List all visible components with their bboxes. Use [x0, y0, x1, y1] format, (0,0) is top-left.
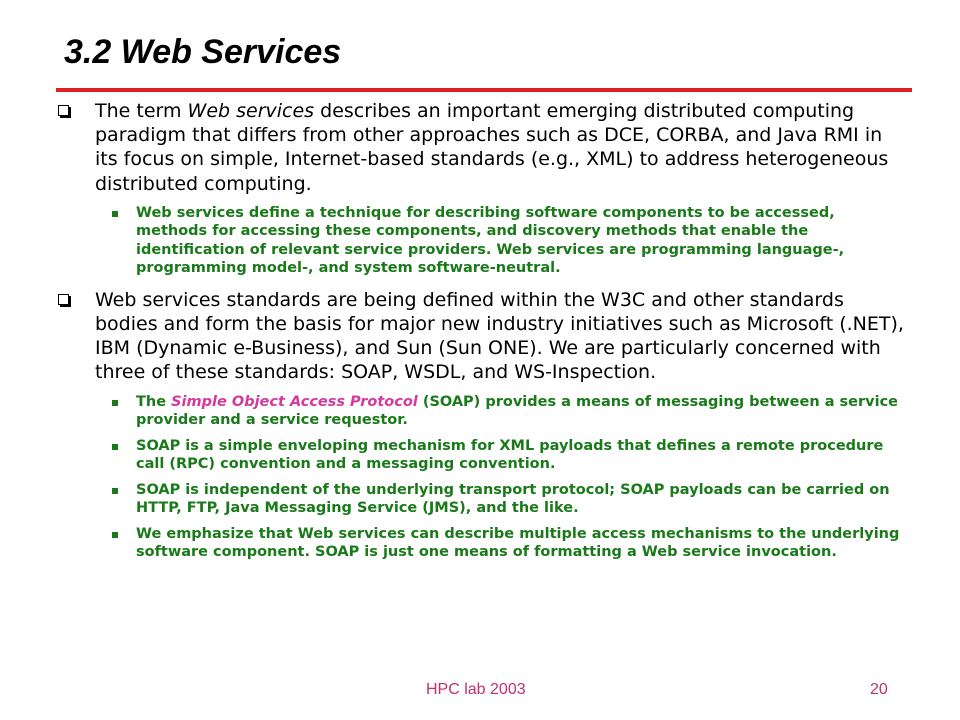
- sub-bullet-text: SOAP is independent of the underlying transport protocol; SOAP payloads can be carried on HTTP, FTP, Java Messaging Service (JMS), and the like.: [136, 481, 890, 517]
- sub-bullets-1: [52, 204, 907, 278]
- title-underline: [56, 88, 912, 92]
- sub-bullet-lead: The: [136, 393, 172, 410]
- bullet-text: Web services standards are being defined within the W3C and other standards bodies and form the basis for major new industry initiatives such as Microsoft (.NET), IBM (Dynamic e-Business), and Sun (Sun ONE). We are particularly concerned with three of these standards: SOAP, WSDL, and WS-Inspection.: [95, 288, 904, 384]
- page-number: 20: [870, 681, 888, 698]
- bullet-standards: [52, 288, 907, 385]
- sub-bullet-text: Web services define a technique for describing software components to be accessed, methods for accessing these components, and discovery methods that enable the identification of relevant service providers. Web services are programming language-, programming model-, and system software-neutral.: [136, 204, 845, 277]
- filled-square-bullet-icon: [112, 488, 118, 494]
- bullet-lead: The term: [95, 100, 188, 122]
- filled-square-bullet-icon: [112, 400, 118, 406]
- bullet-emphasis: Web services: [187, 100, 315, 122]
- sub-bullet-access-mechanisms: [52, 525, 907, 562]
- filled-square-bullet-icon: [112, 211, 118, 217]
- bullet-text: describes an important emerging distributed computing paradigm that differs from other approaches such as DCE, CORBA, and Java RMI in its focus on simple, Internet-based standards (e.g., XML) to address heterogeneous distributed computing.: [95, 100, 889, 195]
- sub-bullet-text: We emphasize that Web services can describe multiple access mechanisms to the underlying software component. SOAP is just one means of formatting a Web service invocation.: [136, 525, 900, 561]
- sub-bullet-text: (SOAP) provides a means of messaging between a service provider and a service requestor.: [136, 393, 899, 429]
- bullet-web-services-term: [52, 99, 907, 196]
- square-bullet-icon: [58, 294, 69, 305]
- sub-bullet-soap-enveloping: [52, 437, 907, 474]
- sub-bullets-2: [52, 393, 907, 562]
- slide-title: 3.2 Web Services: [64, 33, 342, 71]
- square-bullet-icon: [58, 105, 69, 116]
- footer-text: HPC lab 2003: [426, 681, 526, 698]
- sub-bullet-soap-definition: [52, 393, 907, 430]
- filled-square-bullet-icon: [112, 444, 118, 450]
- sub-bullet-text: SOAP is a simple enveloping mechanism for XML payloads that defines a remote procedure call (RPC) convention and a messaging convention.: [136, 437, 884, 473]
- sub-bullet-soap-transport: [52, 481, 907, 518]
- filled-square-bullet-icon: [112, 532, 118, 538]
- sub-bullet-definition: [52, 204, 907, 278]
- protocol-name: Simple Object Access Protocol: [171, 393, 418, 410]
- slide-body: [52, 99, 907, 572]
